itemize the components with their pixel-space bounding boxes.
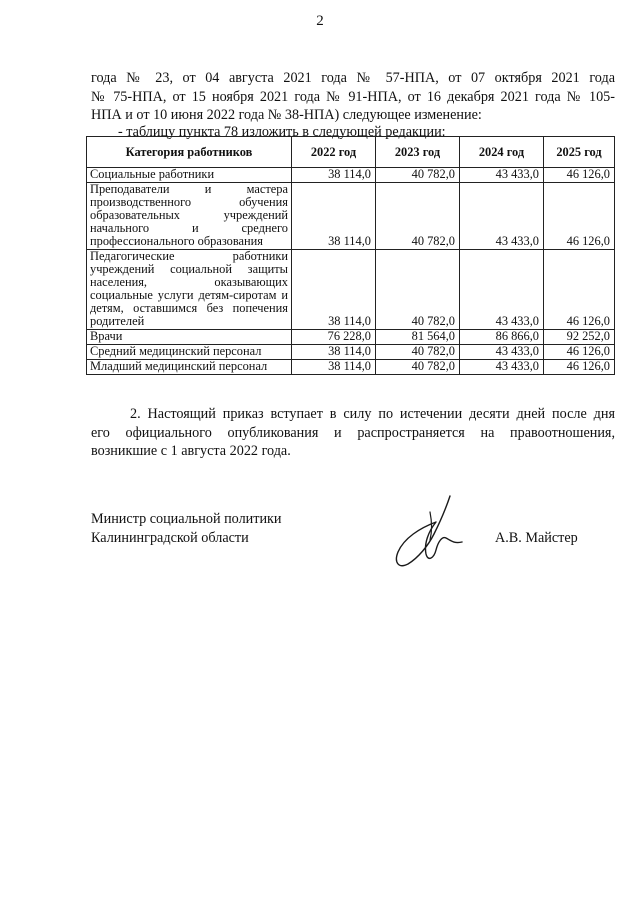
effective-date-paragraph <box>91 405 615 461</box>
value-cell: 46 126,0 <box>544 345 615 360</box>
table-row <box>87 345 615 360</box>
paragraph-line: возникшие с 1 августа 2022 года. <box>91 443 291 459</box>
category-cell: Младший медицинский персонал <box>87 360 292 375</box>
intro-line: года № 23, от 04 августа 2021 года № 57-НПА, от 07 октября 2021 года <box>91 70 615 86</box>
value-cell: 43 433,0 <box>460 360 544 375</box>
table-row <box>87 330 615 345</box>
value-cell: 38 114,0 <box>292 345 376 360</box>
value-cell: 38 114,0 <box>292 250 376 330</box>
table-row <box>87 168 615 183</box>
header-category: Категория работников <box>87 137 292 168</box>
intro-line: № 75-НПА, от 15 ноября 2021 года № 91-НПА, от 16 декабря 2021 года № 105- <box>91 88 615 105</box>
signer-name: А.В. Майстер <box>495 530 578 546</box>
salary-table <box>86 136 615 375</box>
value-cell: 46 126,0 <box>544 360 615 375</box>
paragraph-line: 2. Настоящий приказ вступает в силу по истечении десяти дней после дня <box>130 406 615 422</box>
value-cell: 38 114,0 <box>292 183 376 250</box>
handwritten-signature <box>388 492 468 570</box>
table-header-row <box>87 137 615 168</box>
header-year-2023: 2023 год <box>376 137 460 168</box>
value-cell: 43 433,0 <box>460 168 544 183</box>
value-cell: 46 126,0 <box>544 168 615 183</box>
header-year-2022: 2022 год <box>292 137 376 168</box>
value-cell: 76 228,0 <box>292 330 376 345</box>
table-row <box>87 360 615 375</box>
value-cell: 38 114,0 <box>292 168 376 183</box>
value-cell: 86 866,0 <box>460 330 544 345</box>
value-cell: 46 126,0 <box>544 250 615 330</box>
signer-title-line: Министр социальной политики <box>91 511 282 527</box>
value-cell: 40 782,0 <box>376 360 460 375</box>
value-cell: 40 782,0 <box>376 183 460 250</box>
category-cell: Социальные работники <box>87 168 292 183</box>
intro-paragraph <box>91 69 615 125</box>
value-cell: 40 782,0 <box>376 168 460 183</box>
signer-title-line: Калининградской области <box>91 529 249 546</box>
value-cell: 92 252,0 <box>544 330 615 345</box>
category-cell: Преподаватели и мастера производственного обучения образовательных учреждений начального и среднего профессионального образования <box>87 183 292 250</box>
table-row <box>87 183 615 250</box>
value-cell: 43 433,0 <box>460 183 544 250</box>
category-cell: Педагогические работники учреждений социальной защиты населения, оказывающих социальные услуги детям-сиротам и детям, оставшимся без попечения родителей <box>87 250 292 330</box>
category-cell: Средний медицинский персонал <box>87 345 292 360</box>
intro-line: НПА и от 10 июня 2022 года № 38-НПА) следующее изменение: <box>91 107 482 123</box>
page-number: 2 <box>316 13 324 29</box>
value-cell: 43 433,0 <box>460 345 544 360</box>
header-year-2024: 2024 год <box>460 137 544 168</box>
table-intro: - таблицу пункта 78 изложить в следующей редакции: <box>118 124 446 140</box>
table-row <box>87 250 615 330</box>
value-cell: 81 564,0 <box>376 330 460 345</box>
value-cell: 46 126,0 <box>544 183 615 250</box>
header-year-2025: 2025 год <box>544 137 615 168</box>
value-cell: 38 114,0 <box>292 360 376 375</box>
signer-title <box>91 510 282 547</box>
category-cell: Врачи <box>87 330 292 345</box>
value-cell: 43 433,0 <box>460 250 544 330</box>
value-cell: 40 782,0 <box>376 250 460 330</box>
value-cell: 40 782,0 <box>376 345 460 360</box>
paragraph-line: его официального опубликования и распространяется на правоотношения, <box>91 424 615 441</box>
